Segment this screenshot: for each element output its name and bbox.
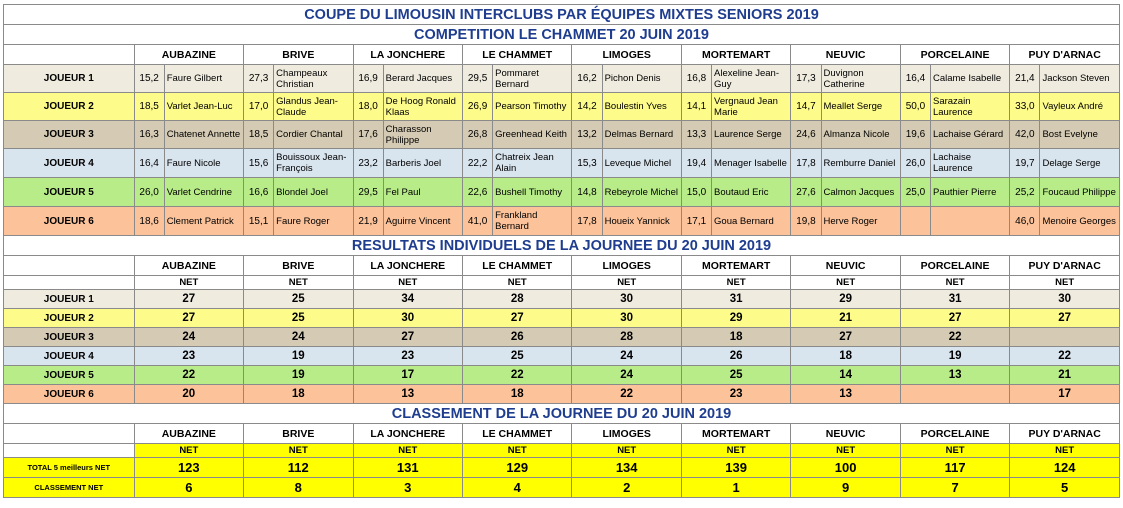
handicap-cell: 16,9 <box>353 65 383 93</box>
handicap-cell: 27,3 <box>244 65 274 93</box>
club-header: PORCELAINE <box>900 424 1009 444</box>
player-name-cell: Duvignon Catherine <box>821 65 900 93</box>
club-header: AUBAZINE <box>134 424 243 444</box>
result-row <box>4 385 1120 404</box>
player-row <box>4 93 1120 121</box>
header-blank <box>4 45 135 65</box>
rank-cell: 5 <box>1010 478 1120 498</box>
net-score-cell: 26 <box>681 347 790 366</box>
player-name-cell: Pommaret Bernard <box>493 65 572 93</box>
net-score-cell: 22 <box>462 366 571 385</box>
handicap-cell: 15,0 <box>681 178 711 207</box>
net-score-cell: 28 <box>572 328 681 347</box>
player-label: JOUEUR 6 <box>4 207 135 236</box>
player-name-cell: Faure Gilbert <box>164 65 243 93</box>
handicap-cell: 17,1 <box>681 207 711 236</box>
result-label: JOUEUR 5 <box>4 366 135 385</box>
player-name-cell: Laurence Serge <box>712 121 791 149</box>
handicap-cell: 26,9 <box>462 93 492 121</box>
handicap-cell: 42,0 <box>1010 121 1040 149</box>
net-score-cell: 19 <box>244 347 353 366</box>
net-label: NET <box>791 444 900 458</box>
result-row <box>4 309 1120 328</box>
rank-cell: 3 <box>353 478 462 498</box>
net-score-cell: 26 <box>462 328 571 347</box>
handicap-cell: 13,3 <box>681 121 711 149</box>
player-name-cell: Varlet Jean-Luc <box>164 93 243 121</box>
handicap-cell: 41,0 <box>462 207 492 236</box>
net-score-cell: 21 <box>791 309 900 328</box>
handicap-cell: 14,8 <box>572 178 602 207</box>
net-score-cell: 22 <box>1010 347 1120 366</box>
handicap-cell: 29,5 <box>353 178 383 207</box>
handicap-cell: 18,5 <box>244 121 274 149</box>
competition-row <box>4 25 1120 45</box>
player-name-cell: Meallet Serge <box>821 93 900 121</box>
player-name-cell: Bushell Timothy <box>493 178 572 207</box>
net-label: NET <box>462 444 571 458</box>
handicap-cell: 17,8 <box>791 149 821 178</box>
club-header: PORCELAINE <box>900 256 1009 276</box>
player-name-cell: Faure Nicole <box>164 149 243 178</box>
net-score-cell: 29 <box>681 309 790 328</box>
player-name-cell: Vayleux André <box>1040 93 1120 121</box>
net-score-cell: 31 <box>681 290 790 309</box>
player-name-cell: Frankland Bernard <box>493 207 572 236</box>
rank-cell: 6 <box>134 478 243 498</box>
results-title-row <box>4 236 1120 256</box>
net-score-cell: 14 <box>791 366 900 385</box>
net-score-cell: 25 <box>681 366 790 385</box>
net-score-cell: 17 <box>1010 385 1120 404</box>
club-header: NEUVIC <box>791 424 900 444</box>
player-name-cell: Boulestin Yves <box>602 93 681 121</box>
club-header: MORTEMART <box>681 424 790 444</box>
result-label: JOUEUR 3 <box>4 328 135 347</box>
handicap-cell: 16,6 <box>244 178 274 207</box>
result-row <box>4 328 1120 347</box>
total-row <box>4 458 1120 478</box>
player-name-cell: Lachaise Laurence <box>930 149 1009 178</box>
handicap-cell <box>900 207 930 236</box>
net-score-cell: 22 <box>900 328 1009 347</box>
handicap-cell: 17,6 <box>353 121 383 149</box>
net-score-cell: 25 <box>462 347 571 366</box>
scoresheet <box>3 4 1120 498</box>
total-cell: 134 <box>572 458 681 478</box>
hatched-corner <box>4 276 135 290</box>
net-score-cell: 27 <box>134 290 243 309</box>
player-label: JOUEUR 4 <box>4 149 135 178</box>
total-cell: 117 <box>900 458 1009 478</box>
net-label: NET <box>244 276 353 290</box>
club-header: NEUVIC <box>791 45 900 65</box>
player-name-cell: Herve Roger <box>821 207 900 236</box>
ranking-title: CLASSEMENT DE LA JOURNEE DU 20 JUIN 2019 <box>4 404 1120 424</box>
player-name-cell: Barberis Joel <box>383 149 462 178</box>
hatched-corner <box>4 256 135 276</box>
handicap-cell: 13,2 <box>572 121 602 149</box>
total-cell: 131 <box>353 458 462 478</box>
handicap-cell: 16,3 <box>134 121 164 149</box>
net-label: NET <box>353 276 462 290</box>
net-score-cell: 19 <box>244 366 353 385</box>
handicap-cell: 26,8 <box>462 121 492 149</box>
result-label: JOUEUR 1 <box>4 290 135 309</box>
net-score-cell: 25 <box>244 309 353 328</box>
page-title: COUPE DU LIMOUSIN INTERCLUBS PAR ÉQUIPES MIXTES SENIORS 2019 <box>4 5 1120 25</box>
net-score-cell: 27 <box>353 328 462 347</box>
player-name-cell: Jackson Steven <box>1040 65 1120 93</box>
handicap-cell: 29,5 <box>462 65 492 93</box>
club-header: LE CHAMMET <box>462 256 571 276</box>
player-name-cell: Varlet Cendrine <box>164 178 243 207</box>
handicap-cell: 14,1 <box>681 93 711 121</box>
net-score-cell <box>1010 328 1120 347</box>
handicap-cell: 16,8 <box>681 65 711 93</box>
club-header: LA JONCHERE <box>353 256 462 276</box>
ranking-net-row <box>4 444 1120 458</box>
player-row <box>4 178 1120 207</box>
player-name-cell: Faure Roger <box>274 207 353 236</box>
rank-cell: 8 <box>244 478 353 498</box>
club-header: AUBAZINE <box>134 256 243 276</box>
rank-cell: 1 <box>681 478 790 498</box>
results-club-row <box>4 256 1120 276</box>
result-row <box>4 366 1120 385</box>
total-cell: 139 <box>681 458 790 478</box>
player-label: JOUEUR 3 <box>4 121 135 149</box>
net-label: NET <box>791 276 900 290</box>
ranking-club-row <box>4 424 1120 444</box>
net-score-cell: 24 <box>572 366 681 385</box>
club-header: NEUVIC <box>791 256 900 276</box>
result-label: JOUEUR 4 <box>4 347 135 366</box>
player-label: JOUEUR 1 <box>4 65 135 93</box>
handicap-cell: 19,6 <box>900 121 930 149</box>
net-label: NET <box>1010 276 1120 290</box>
handicap-cell: 19,8 <box>791 207 821 236</box>
player-name-cell: Clement Patrick <box>164 207 243 236</box>
player-name-cell: Berard Jacques <box>383 65 462 93</box>
net-label: NET <box>572 444 681 458</box>
net-score-cell: 28 <box>462 290 571 309</box>
player-name-cell: Delmas Bernard <box>602 121 681 149</box>
results-title: RESULTATS INDIVIDUELS DE LA JOURNEE DU 20 JUIN 2019 <box>4 236 1120 256</box>
player-name-cell: Bouissoux Jean-François <box>274 149 353 178</box>
club-header: LIMOGES <box>572 45 681 65</box>
handicap-cell: 22,6 <box>462 178 492 207</box>
handicap-cell: 15,3 <box>572 149 602 178</box>
net-score-cell: 23 <box>681 385 790 404</box>
player-name-cell: De Hoog Ronald Klaas <box>383 93 462 121</box>
net-score-cell: 22 <box>572 385 681 404</box>
net-score-cell: 21 <box>1010 366 1120 385</box>
handicap-cell: 18,5 <box>134 93 164 121</box>
handicap-cell: 19,7 <box>1010 149 1040 178</box>
net-score-cell: 13 <box>353 385 462 404</box>
player-name-cell: Remburre Daniel <box>821 149 900 178</box>
handicap-cell: 15,1 <box>244 207 274 236</box>
total-cell: 129 <box>462 458 571 478</box>
player-label: JOUEUR 2 <box>4 93 135 121</box>
player-name-cell: Cordier Chantal <box>274 121 353 149</box>
net-score-cell: 22 <box>134 366 243 385</box>
player-name-cell: Leveque Michel <box>602 149 681 178</box>
player-name-cell: Foucaud Philippe <box>1040 178 1120 207</box>
handicap-cell: 25,2 <box>1010 178 1040 207</box>
net-label: NET <box>900 276 1009 290</box>
net-score-cell: 27 <box>462 309 571 328</box>
rank-cell: 4 <box>462 478 571 498</box>
handicap-cell: 27,6 <box>791 178 821 207</box>
club-header: PORCELAINE <box>900 45 1009 65</box>
net-label: NET <box>134 276 243 290</box>
handicap-cell: 19,4 <box>681 149 711 178</box>
net-label: NET <box>900 444 1009 458</box>
result-label: JOUEUR 2 <box>4 309 135 328</box>
player-name-cell: Pauthier Pierre <box>930 178 1009 207</box>
player-name-cell: Charasson Philippe <box>383 121 462 149</box>
net-score-cell: 18 <box>244 385 353 404</box>
handicap-cell: 18,6 <box>134 207 164 236</box>
handicap-cell: 23,2 <box>353 149 383 178</box>
handicap-cell: 22,2 <box>462 149 492 178</box>
hatched-corner <box>4 444 135 458</box>
net-label: NET <box>244 444 353 458</box>
club-header: LA JONCHERE <box>353 45 462 65</box>
player-row <box>4 65 1120 93</box>
club-header: MORTEMART <box>681 45 790 65</box>
handicap-cell: 21,9 <box>353 207 383 236</box>
club-header: LA JONCHERE <box>353 424 462 444</box>
net-score-cell: 13 <box>791 385 900 404</box>
player-name-cell: Vergnaud Jean Marie <box>712 93 791 121</box>
player-row <box>4 121 1120 149</box>
net-score-cell: 24 <box>244 328 353 347</box>
net-label: NET <box>1010 444 1120 458</box>
total-cell: 124 <box>1010 458 1120 478</box>
player-name-cell: Rebeyrole Michel <box>602 178 681 207</box>
net-label: NET <box>462 276 571 290</box>
player-name-cell <box>930 207 1009 236</box>
net-score-cell: 27 <box>134 309 243 328</box>
player-name-cell: Almanza Nicole <box>821 121 900 149</box>
club-header: AUBAZINE <box>134 45 243 65</box>
net-score-cell: 24 <box>134 328 243 347</box>
player-name-cell: Goua Bernard <box>712 207 791 236</box>
player-name-cell: Boutaud Eric <box>712 178 791 207</box>
net-score-cell <box>900 385 1009 404</box>
player-name-cell: Delage Serge <box>1040 149 1120 178</box>
net-score-cell: 18 <box>462 385 571 404</box>
handicap-cell: 25,0 <box>900 178 930 207</box>
net-score-cell: 19 <box>900 347 1009 366</box>
club-header: LIMOGES <box>572 424 681 444</box>
handicap-cell: 17,0 <box>244 93 274 121</box>
total-label: TOTAL 5 meilleurs NET <box>4 458 135 478</box>
competition-title: COMPETITION LE CHAMMET 20 JUIN 2019 <box>4 25 1120 45</box>
player-name-cell: Fel Paul <box>383 178 462 207</box>
player-name-cell: Menoire Georges <box>1040 207 1120 236</box>
handicap-cell: 15,2 <box>134 65 164 93</box>
result-row <box>4 347 1120 366</box>
player-name-cell: Pearson Timothy <box>493 93 572 121</box>
net-score-cell: 30 <box>572 290 681 309</box>
handicap-cell: 17,8 <box>572 207 602 236</box>
net-label: NET <box>353 444 462 458</box>
net-score-cell: 31 <box>900 290 1009 309</box>
net-score-cell: 18 <box>681 328 790 347</box>
player-row <box>4 207 1120 236</box>
player-name-cell: Lachaise Gérard <box>930 121 1009 149</box>
handicap-cell: 14,7 <box>791 93 821 121</box>
club-header-row <box>4 45 1120 65</box>
net-label: NET <box>681 276 790 290</box>
rank-cell: 9 <box>791 478 900 498</box>
player-name-cell: Bost Evelyne <box>1040 121 1120 149</box>
net-score-cell: 24 <box>572 347 681 366</box>
handicap-cell: 50,0 <box>900 93 930 121</box>
net-score-cell: 18 <box>791 347 900 366</box>
ranking-title-row <box>4 404 1120 424</box>
handicap-cell: 26,0 <box>134 178 164 207</box>
handicap-cell: 26,0 <box>900 149 930 178</box>
player-name-cell: Glandus Jean-Claude <box>274 93 353 121</box>
net-score-cell: 30 <box>572 309 681 328</box>
club-header: LE CHAMMET <box>462 424 571 444</box>
player-name-cell: Pichon Denis <box>602 65 681 93</box>
handicap-cell: 21,4 <box>1010 65 1040 93</box>
player-name-cell: Sarazain Laurence <box>930 93 1009 121</box>
handicap-cell: 16,4 <box>900 65 930 93</box>
handicap-cell: 46,0 <box>1010 207 1040 236</box>
handicap-cell: 17,3 <box>791 65 821 93</box>
handicap-cell: 16,2 <box>572 65 602 93</box>
net-label: NET <box>681 444 790 458</box>
player-name-cell: Greenhead Keith <box>493 121 572 149</box>
player-label: JOUEUR 5 <box>4 178 135 207</box>
net-score-cell: 20 <box>134 385 243 404</box>
club-header: LIMOGES <box>572 256 681 276</box>
net-score-cell: 17 <box>353 366 462 385</box>
player-name-cell: Chatreix Jean Alain <box>493 149 572 178</box>
net-score-cell: 27 <box>1010 309 1120 328</box>
scoresheet-table <box>3 4 1120 498</box>
club-header: LE CHAMMET <box>462 45 571 65</box>
player-name-cell: Calame Isabelle <box>930 65 1009 93</box>
net-score-cell: 30 <box>353 309 462 328</box>
net-score-cell: 27 <box>900 309 1009 328</box>
net-score-cell: 13 <box>900 366 1009 385</box>
title-row <box>4 5 1120 25</box>
total-cell: 112 <box>244 458 353 478</box>
net-label: NET <box>572 276 681 290</box>
rank-cell: 2 <box>572 478 681 498</box>
handicap-cell: 16,4 <box>134 149 164 178</box>
handicap-cell: 15,6 <box>244 149 274 178</box>
result-label: JOUEUR 6 <box>4 385 135 404</box>
rank-cell: 7 <box>900 478 1009 498</box>
net-score-cell: 30 <box>1010 290 1120 309</box>
player-name-cell: Calmon Jacques <box>821 178 900 207</box>
rank-row <box>4 478 1120 498</box>
net-score-cell: 23 <box>134 347 243 366</box>
player-name-cell: Houeix Yannick <box>602 207 681 236</box>
handicap-cell: 18,0 <box>353 93 383 121</box>
hatched-corner <box>4 424 135 444</box>
player-name-cell: Aguirre Vincent <box>383 207 462 236</box>
total-cell: 100 <box>791 458 900 478</box>
net-score-cell: 23 <box>353 347 462 366</box>
handicap-cell: 24,6 <box>791 121 821 149</box>
results-net-row <box>4 276 1120 290</box>
club-header: BRIVE <box>244 45 353 65</box>
net-score-cell: 34 <box>353 290 462 309</box>
club-header: BRIVE <box>244 424 353 444</box>
net-score-cell: 29 <box>791 290 900 309</box>
club-header: PUY D'ARNAC <box>1010 256 1120 276</box>
player-name-cell: Champeaux Christian <box>274 65 353 93</box>
result-row <box>4 290 1120 309</box>
club-header: PUY D'ARNAC <box>1010 45 1120 65</box>
handicap-cell: 33,0 <box>1010 93 1040 121</box>
player-name-cell: Chatenet Annette <box>164 121 243 149</box>
club-header: BRIVE <box>244 256 353 276</box>
net-score-cell: 25 <box>244 290 353 309</box>
net-label: NET <box>134 444 243 458</box>
rank-label: CLASSEMENT NET <box>4 478 135 498</box>
player-name-cell: Alexeline Jean-Guy <box>712 65 791 93</box>
scoresheet-body <box>4 5 1120 498</box>
player-name-cell: Blondel Joel <box>274 178 353 207</box>
player-row <box>4 149 1120 178</box>
net-score-cell: 27 <box>791 328 900 347</box>
total-cell: 123 <box>134 458 243 478</box>
handicap-cell: 14,2 <box>572 93 602 121</box>
player-name-cell: Menager Isabelle <box>712 149 791 178</box>
club-header: PUY D'ARNAC <box>1010 424 1120 444</box>
club-header: MORTEMART <box>681 256 790 276</box>
